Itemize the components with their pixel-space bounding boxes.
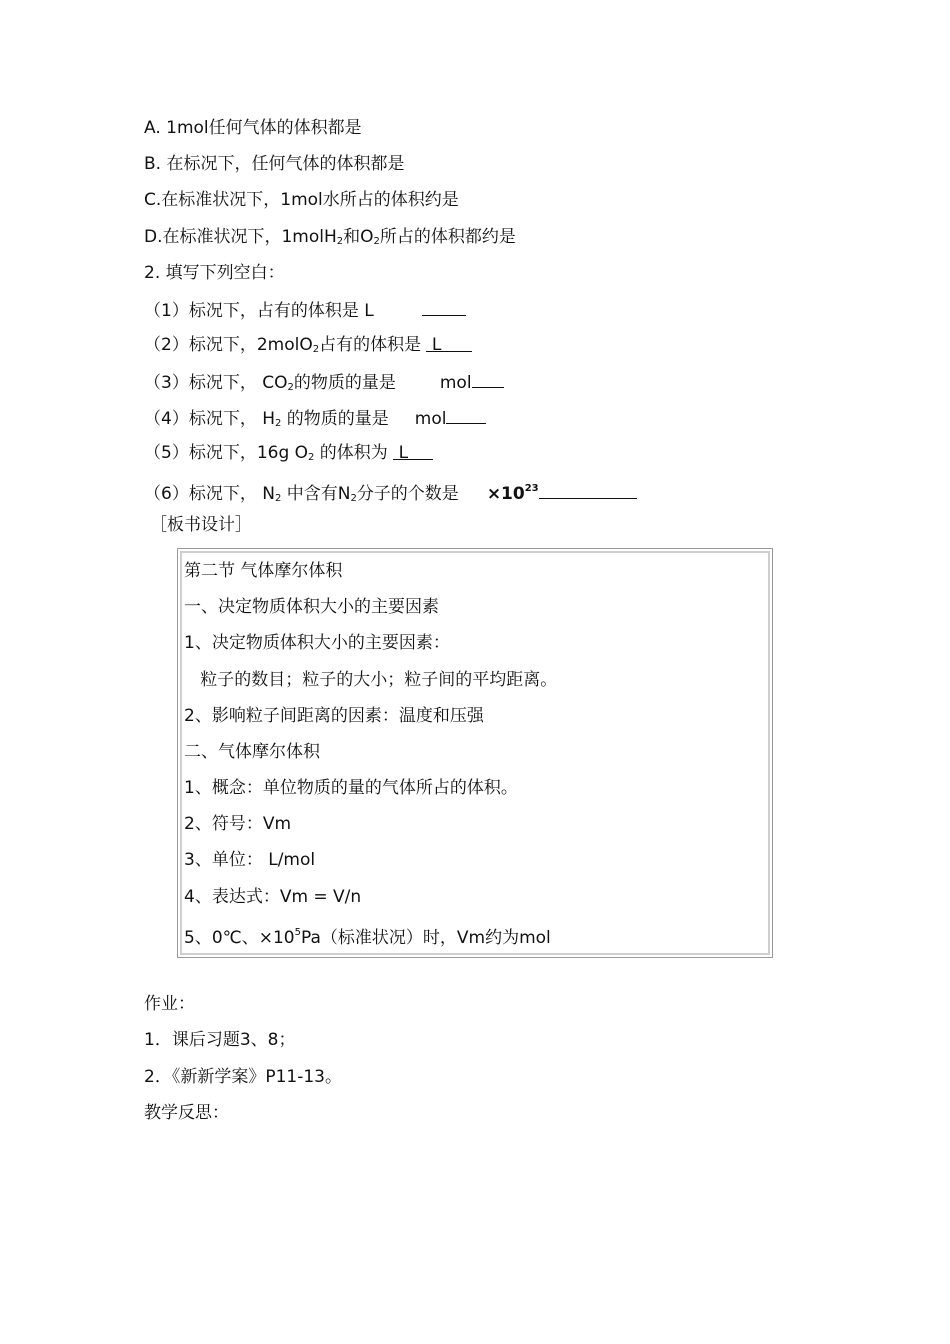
- board-line: 4、表达式：Vm = V/n: [184, 887, 362, 907]
- answer-blank: [472, 369, 504, 388]
- answer-blank: [446, 405, 486, 424]
- fill-6: （6）标况下， $N_2$ 中含有$N_2$分子的个数是 $\times 10^{23}$: [144, 477, 637, 511]
- board-line: 3、单位： L/mol: [184, 850, 316, 870]
- board-line-last: 5、0℃、$\times 10^5Pa$（标准状况）时，Vm约为mol: [184, 927, 551, 948]
- homework-item: 2．《新新学案》P11-13。: [144, 1067, 342, 1087]
- question-2-heading: 2. 填写下列空白：: [144, 263, 285, 283]
- board-line: 二、气体摩尔体积: [184, 742, 320, 762]
- answer-blank: L: [426, 333, 472, 352]
- reflection-title: 教学反思：: [144, 1103, 229, 1123]
- board-line: 粒子的数目；粒子的大小；粒子间的平均距离。: [184, 670, 558, 690]
- board-heading: ［板书设计］: [150, 515, 252, 535]
- board-box-inner: [180, 551, 770, 955]
- board-line: 第二节 气体摩尔体积: [184, 561, 343, 581]
- board-line: 1、决定物质体积大小的主要因素：: [184, 633, 450, 653]
- option-a: A. 1mol任何气体的体积都是: [144, 118, 362, 138]
- answer-blank: [539, 480, 637, 499]
- board-line: 2、符号：Vm: [184, 814, 292, 834]
- fill-5: （5）标况下，16g $O_2$ 的体积为 L: [144, 441, 433, 470]
- option-d: D.在标准状况下，1molH$_2$和$O_2$所占的体积都约是: [144, 227, 516, 247]
- fill-2: （2）标况下，2molO$_2$占有的体积是 L: [144, 333, 472, 362]
- fill-4: （4）标况下， $H_2$ 的物质的量是 mol: [144, 405, 486, 436]
- board-line: 1、概念：单位物质的量的气体所占的体积。: [184, 778, 518, 798]
- answer-blank: L: [393, 441, 433, 460]
- board-line: 2、影响粒子间距离的因素：温度和压强: [184, 706, 484, 726]
- homework-title: 作业：: [144, 994, 195, 1014]
- homework-item: 1．课后习题3、8；: [144, 1030, 296, 1050]
- fill-1: （1）标况下，占有的体积是 L: [144, 297, 466, 323]
- board-box: [177, 548, 773, 958]
- option-c: C.在标准状况下，1mol水所占的体积约是: [144, 190, 459, 210]
- board-line: 一、决定物质体积大小的主要因素: [184, 597, 439, 617]
- fill-3: （3）标况下， $CO_2$的物质的量是 mol: [144, 369, 504, 400]
- answer-blank: [422, 297, 466, 316]
- option-b: B. 在标况下，任何气体的体积都是: [144, 154, 405, 174]
